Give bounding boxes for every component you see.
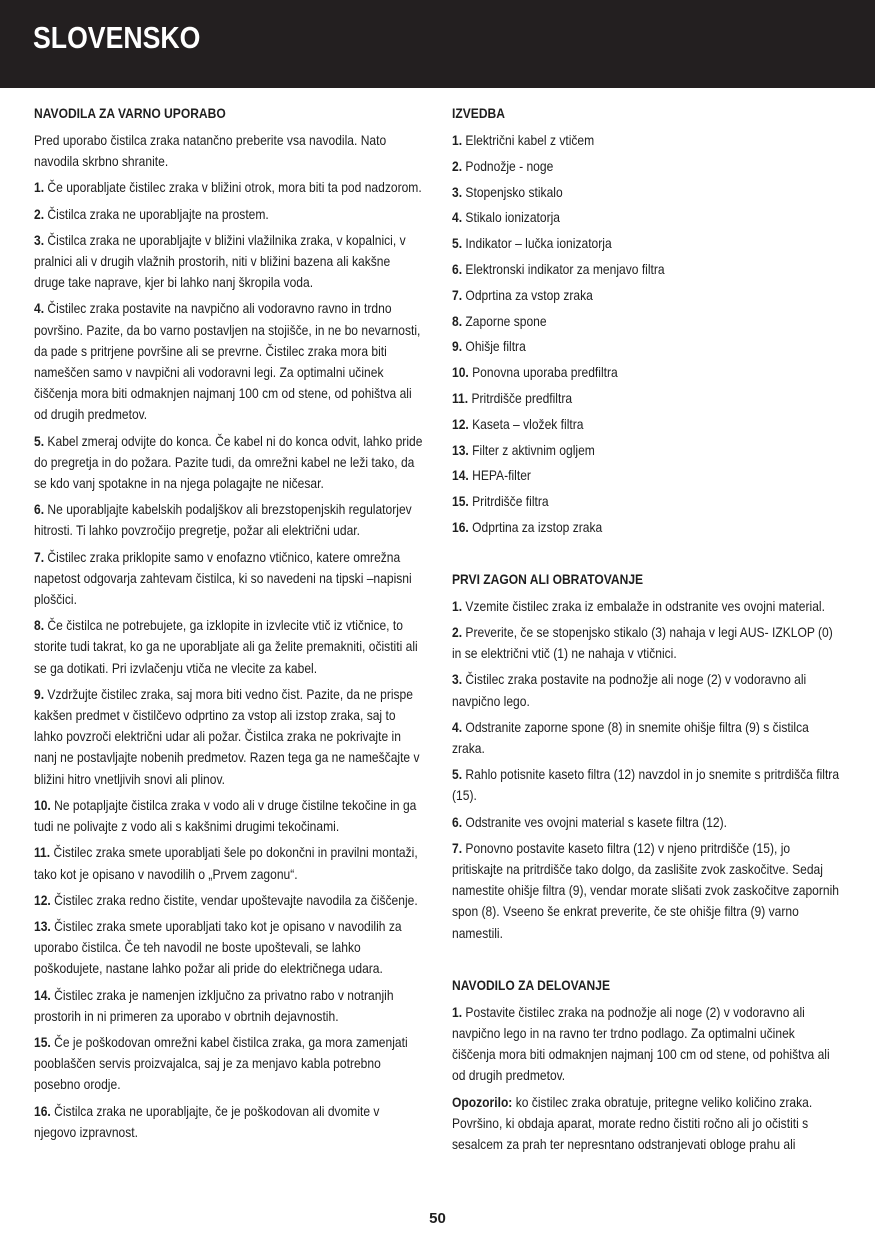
item-text: Odprtina za izstop zraka <box>472 518 603 535</box>
item-text: Čistilca zraka ne uporabljajte, če je poškodovan ali dvomite v njegovo izpravnost. <box>34 1102 380 1140</box>
item-number: 1. <box>452 597 463 614</box>
item-text: Ohišje filtra <box>465 338 526 355</box>
item-text: Elektronski indikator za menjavo filtra <box>465 260 665 277</box>
part-item <box>452 233 842 254</box>
item-text: Čistilec zraka smete uporabljati šele po dokončni in pravilni montaži, tako kot je opisano v navodilih o „Prvem zagonu“. <box>34 844 418 882</box>
item-number: 11. <box>34 844 51 861</box>
first-use-item <box>452 622 842 664</box>
safety-item <box>34 431 424 495</box>
item-number: 7. <box>34 548 45 565</box>
part-item <box>452 156 842 177</box>
item-number: 5. <box>452 235 463 252</box>
part-item <box>452 259 842 280</box>
header-bar <box>0 0 875 88</box>
part-item <box>452 362 842 383</box>
item-number: 6. <box>452 260 463 277</box>
item-number: 4. <box>34 300 45 317</box>
item-number: 16. <box>452 518 469 535</box>
item-text: Ponovno postavite kaseto filtra (12) v njeno pritrdišče (15), jo pritiskajte na pritrdišče tako dolgo, da zaslišite zvok zaskočitve. Sedaj namestite ohišje filtra (9), vendar morate slišati zvok zaskočitve zapornih spon (8). Vseeno še enkrat preverite, če ste ohišje filtra (9) varno namestili. <box>452 839 840 941</box>
first-use-list <box>452 596 842 944</box>
page-number: 50 <box>429 1210 446 1227</box>
section-gap <box>452 949 842 975</box>
part-item <box>452 517 842 538</box>
item-number: 5. <box>452 766 463 783</box>
item-number: 13. <box>34 917 51 934</box>
operation-item-1 <box>452 1002 842 1087</box>
first-use-item <box>452 669 842 711</box>
safety-item <box>34 985 424 1027</box>
item-text: Odstranite zaporne spone (8) in snemite ohišje filtra (9) s čistilca zraka. <box>452 718 809 756</box>
item-text: Ponovna uporaba predfiltra <box>472 364 618 381</box>
safety-item <box>34 177 424 198</box>
part-item <box>452 207 842 228</box>
part-item <box>452 130 842 151</box>
item-number: 11. <box>452 389 469 406</box>
part-item <box>452 465 842 486</box>
item-number: 14. <box>34 986 51 1003</box>
item-number: 10. <box>34 796 51 813</box>
item-text: Kaseta – vložek filtra <box>472 415 584 432</box>
item-number: 9. <box>452 338 463 355</box>
item-number: 3. <box>34 231 45 248</box>
item-number: 12. <box>34 891 51 908</box>
item-text: Ne uporabljajte kabelskih podaljškov ali brezstopenjskih regulatorjev hitrosti. Ti lahko povzročijo pregretje, požar ali električni udar. <box>34 501 412 539</box>
zagon-heading: PRVI ZAGON ALI OBRATOVANJE <box>452 570 644 587</box>
safety-item <box>34 298 424 425</box>
item-number: 8. <box>34 617 45 634</box>
izvedba-heading: IZVEDBA <box>452 105 505 121</box>
first-use-item <box>452 717 842 759</box>
item-number: 13. <box>452 441 469 458</box>
item-text: Zaporne spone <box>465 312 547 329</box>
safety-item <box>34 1101 424 1143</box>
item-number: 14. <box>452 467 469 484</box>
item-number: 3. <box>452 671 463 688</box>
safety-item <box>34 890 424 911</box>
item-text: Električni kabel z vtičem <box>465 132 595 148</box>
delovanje-heading: NAVODILO ZA DELOVANJE <box>452 976 611 993</box>
item-text: Ne potapljajte čistilca zraka v vodo ali v druge čistilne tekočine in ga tudi ne polivajte z vodo ali s kakšnimi drugimi tekočinami. <box>34 796 417 835</box>
safety-item <box>34 615 424 679</box>
item-text: Stopenjsko stikalo <box>465 183 563 200</box>
warning-label: Opozorilo: <box>452 1093 513 1110</box>
item-number: 16. <box>34 1102 51 1119</box>
safety-item <box>34 230 424 294</box>
safety-item <box>34 916 424 980</box>
safety-item <box>34 1032 424 1096</box>
item-text: Odstranite ves ovojni material s kasete filtra (12). <box>465 813 728 830</box>
item-number: 6. <box>34 501 45 518</box>
part-item <box>452 414 842 435</box>
item-number: 15. <box>34 1033 51 1050</box>
item-number: 12. <box>452 415 469 432</box>
safety-item <box>34 204 424 225</box>
right-column <box>452 103 842 1160</box>
part-item <box>452 440 842 461</box>
first-use-item <box>452 838 842 944</box>
item-text: Rahlo potisnite kaseto filtra (12) navzdol in jo snemite s pritrdišča filtra (15). <box>452 766 840 804</box>
item-number: 2. <box>452 157 463 174</box>
item-text: Čistilca zraka ne uporabljajte v bližini vlažilnika zraka, v kopalnici, v pralnici ali v drugih vlažnih prostorih, niti v bližini bazena ali kakšne druge take naprave, kjer bi lahko nanj škropila voda. <box>34 231 406 291</box>
item-number: 2. <box>34 205 45 222</box>
item-text: Postavite čistilec zraka na podnožje ali noge (2) v vodoravno ali navpično lego in na ravno ter trdno podlago. Za optimalni učinek čiščenja mora biti odmaknjen najmanj 100 cm od stene, od pohištva ali od drugih predmetov. <box>452 1003 830 1084</box>
item-number: 7. <box>452 839 463 856</box>
item-number: 1. <box>452 1003 463 1020</box>
part-item <box>452 491 842 512</box>
part-item <box>452 311 842 332</box>
safety-item <box>34 842 424 884</box>
item-text: Čistilec zraka priklopite samo v enofazno vtičnico, katere omrežna napetost odgovarja zahtevam čistilca, ki so navedeni na tipski –napisni ploščici. <box>34 548 412 608</box>
item-text: Filter z aktivnim ogljem <box>472 441 595 458</box>
item-number: 7. <box>452 286 463 303</box>
warning-text: ko čistilec zraka obratuje, pritegne veliko količino zraka. Površino, ki obdaja aparat, morate redno čistiti ročno ali jo očistiti s sesalcem za prah ter nepresntano odstranjevati obloge prahu ali <box>452 1093 813 1153</box>
item-text: Če je poškodovan omrežni kabel čistilca zraka, ga mora zamenjati pooblaščen servis proizvajalca, saj je za menjavo kabla potrebno posebno orodje. <box>34 1033 408 1093</box>
safety-item <box>34 684 424 790</box>
item-text: Čistilec zraka smete uporabljati tako kot je opisano v navodilih za uporabo čistilca. Če teh navodil ne boste upoštevali, se lahko poškodujete, nastane lahko požar ali pride do električnega udara. <box>34 917 402 977</box>
part-item <box>452 182 842 203</box>
item-text: Podnožje - noge <box>465 157 554 174</box>
item-number: 5. <box>34 432 45 449</box>
item-text: Čistilec zraka postavite na navpično ali vodoravno ravno in trdno površino. Pazite, da bo varno postavljen na stojišče, in ne bo nevarnosti, da pade s pritrjene površine ali se prevrne. Čistilec zraka mora biti nameščen samo v navpični ali vodoravni legi. Za optimalni učinek čiščenja mora biti odmaknjen najmanj 100 cm od stene, od pohištva ali od drugih predmetov. <box>34 300 421 423</box>
first-use-item <box>452 596 842 617</box>
item-number: 3. <box>452 183 463 200</box>
item-number: 2. <box>452 623 463 640</box>
item-text: Preverite, če se stopenjsko stikalo (3) nahaja v legi AUS- IZKLOP (0) in se električni vtič (1) ne nahaja v vtičnici. <box>452 623 833 662</box>
first-use-item <box>452 812 842 833</box>
item-text: Odprtina za vstop zraka <box>465 286 593 303</box>
item-number: 6. <box>452 813 463 830</box>
item-text: Če uporabljate čistilec zraka v bližini otrok, mora biti ta pod nadzorom. <box>47 179 422 196</box>
item-text: Pritrdišče filtra <box>472 493 549 510</box>
item-text: Čistilca zraka ne uporabljajte na prostem. <box>47 205 269 222</box>
item-number: 4. <box>452 718 463 735</box>
safety-intro: Pred uporabo čistilca zraka natančno preberite vsa navodila. Nato navodila skrbno shranite. <box>34 132 387 170</box>
item-number: 15. <box>452 493 469 510</box>
item-text: Stikalo ionizatorja <box>465 209 561 226</box>
safety-item <box>34 547 424 611</box>
item-text: Čistilec zraka postavite na podnožje ali noge (2) v vodoravno ali navpično lego. <box>452 671 807 709</box>
part-item <box>452 388 842 409</box>
item-text: Čistilec zraka je namenjen izključno za privatno rabo v notranjih prostorih in ni primeren za uporabo v obrtnih dejavnostih. <box>34 986 394 1024</box>
section-gap <box>452 543 842 569</box>
safety-item <box>34 499 424 541</box>
safety-item <box>34 795 424 837</box>
item-number: 10. <box>452 364 469 381</box>
item-text: Kabel zmeraj odvijte do konca. Če kabel ni do konca odvit, lahko pride do pregretja in do požara. Pazite tudi, da omrežni kabel ne leži tako, da se kdo vanj spotakne in na njega polagajte ne ničesar. <box>34 432 423 492</box>
item-text: Vzemite čistilec zraka iz embalaže in odstranite ves ovojni material. <box>465 597 825 614</box>
part-item <box>452 336 842 357</box>
safety-heading: NAVODILA ZA VARNO UPORABO <box>34 105 226 121</box>
left-column <box>34 103 424 1148</box>
item-number: 1. <box>452 132 463 148</box>
item-text: Če čistilca ne potrebujete, ga izklopite in izvlecite vtič iz vtičnice, to storite tudi takrat, ko ga ne uporabljate ali ga želite premakniti, očistiti ali se ga dotikati. Pri izvlačenju vtiča ne vlecite za kabel. <box>34 617 418 676</box>
item-text: Vzdržujte čistilec zraka, saj mora biti vedno čist. Pazite, da ne prispe kakšen predmet v čistilčevo odprtino za vstop ali izstop zraka, saj to lahko povzroči električni udar ali požar. Čistilca zraka ne pokrivajte in nanj ne postavljajte nobenih predmetov. Razen tega ga ne nameščajte v bližini hitro vnetljivih snovi ali plinov. <box>34 685 420 787</box>
item-text: Čistilec zraka redno čistite, vendar upoštevajte navodila za čiščenje. <box>54 891 418 908</box>
item-text: Pritrdišče predfiltra <box>471 389 573 406</box>
item-text: Indikator – lučka ionizatorja <box>465 235 612 252</box>
parts-list <box>452 130 842 538</box>
item-number: 1. <box>34 179 45 196</box>
item-number: 9. <box>34 685 45 702</box>
item-number: 4. <box>452 209 463 226</box>
item-text: HEPA-filter <box>472 467 531 484</box>
first-use-item <box>452 764 842 806</box>
safety-list <box>34 177 424 1143</box>
warning-paragraph <box>452 1092 842 1156</box>
item-number: 8. <box>452 312 463 329</box>
language-title: SLOVENSKO <box>33 20 201 55</box>
part-item <box>452 285 842 306</box>
